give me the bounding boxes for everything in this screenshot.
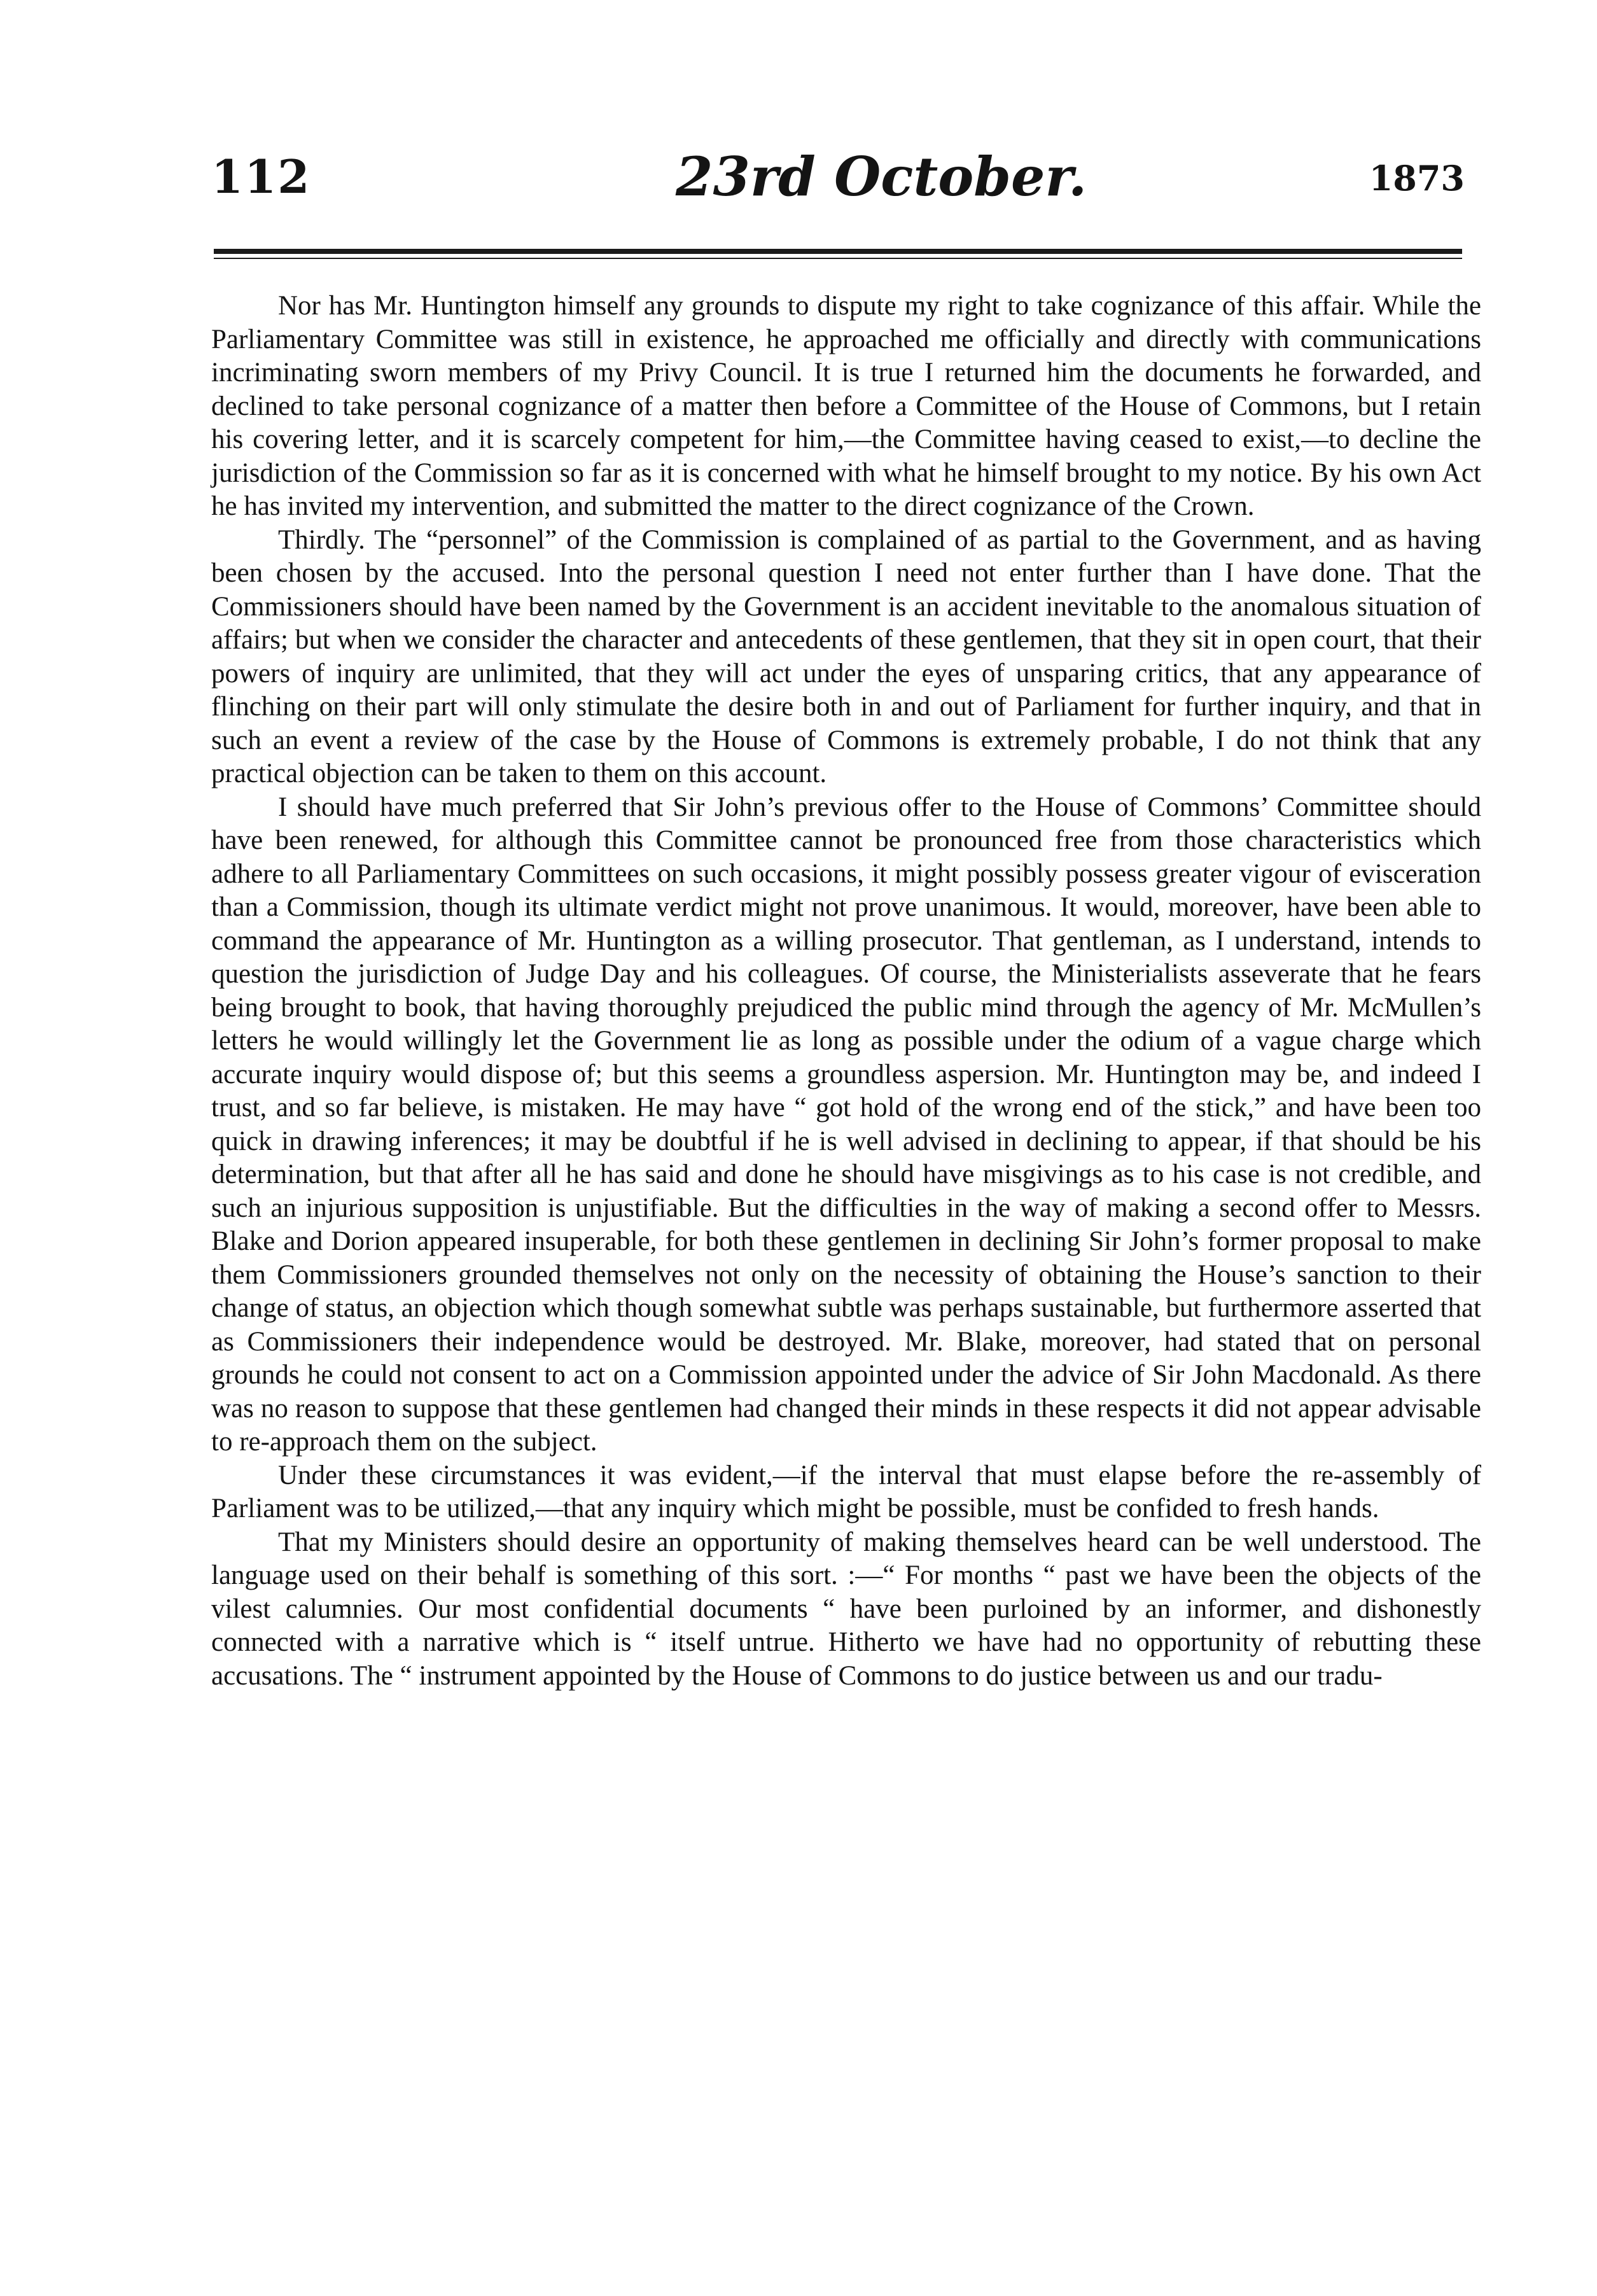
running-head-date: 23rd October. [676,145,1087,208]
running-head-year: 1873 [1369,158,1465,199]
paragraph: Thirdly. The “personnel” of the Commission is complained of as partial to the Government, and as having been chosen by the accused. Into the personal question I need not enter further than I have done. That the Commissioners should have been named by the Government is an accident inevitable to the anomalous situation of affairs; but when we consider the character and antecedents of these gentlemen, that they sit in open court, that their powers of inquiry are unlimited, that they will act under the eyes of unsparing critics, that any appearance of flinching on their part will only stimulate the desire both in and out of Parliament for further inquiry, and that in such an event a review of the case by the House of Commons is extremely probable, I do not think that any practical objection can be taken to them on this account. [211,524,1481,788]
page-header [211,145,1465,215]
page-number: 112 [211,150,311,204]
header-rule-thin [214,258,1462,259]
paragraph: That my Ministers should desire an opportunity of making themselves heard can be well understood. The language used on their behalf is something of this sort. :—“ For months “ past we have been the objects of the vilest calumnies. Our most confidential documents “ have been purloined by an informer, and dishonestly connected with a narrative which is “ itself untrue. Hitherto we have had no opportunity of rebutting these accusations. The “ instrument appointed by the House of Commons to do justice between us and our tradu- [211,1527,1481,1691]
paragraph: Nor has Mr. Huntington himself any grounds to dispute my right to take cognizance of this affair. While the Parliamentary Committee was still in existence, he approached me officially and directly with communications incriminating sworn members of my Privy Council. It is true I returned him the documents he forwarded, and declined to take personal cognizance of a matter then before a Committee of the House of Commons, but I retain his covering letter, and it is scarcely competent for him,—the Committee having ceased to exist,—to decline the jurisdiction of the Commission so far as it is concerned with what he himself brought to my notice. By his own Act he has invited my intervention, and submitted the matter to the direct cognizance of the Crown. [211,291,1481,521]
body-text [211,290,1481,1693]
paragraph: Under these circumstances it was evident,—if the interval that must elapse before the re-assembly of Parliament was to be utilized,—that any inquiry which might be possible, must be confided to fresh hands. [211,1460,1481,1523]
header-rule-thick [214,249,1462,254]
paragraph: I should have much preferred that Sir John’s previous offer to the House of Commons’ Committee should have been renewed, for although this Committee cannot be pronounced free from those characteristics which adhere to all Parliamentary Committees on such occasions, it might possibly possess greater vigour of evisceration than a Commission, though its ultimate verdict might not prove unanimous. It would, moreover, have been able to command the appearance of Mr. Huntington as a willing prosecutor. That gentleman, as I understand, intends to question the jurisdiction of Judge Day and his colleagues. Of course, the Ministerialists asseverate that he fears being brought to book, that having thoroughly prejudiced the public mind through the agency of Mr. McMullen’s letters he would willingly let the Government lie as long as possible under the odium of a vague charge which accurate inquiry would dispose of; but this seems a groundless aspersion. Mr. Huntington may be, and indeed I trust, and so far believe, is mistaken. He may have “ got hold of the wrong end of the stick,” and have been too quick in drawing inferences; it may be doubtful if he is well advised in declining to appear, if that should be his determination, but that after all he has said and done he should have misgivings as to his case is not credible, and such an injurious supposition is unjustifiable. But the difficulties in the way of making a second offer to Messrs. Blake and Dorion appeared insuperable, for both these gentlemen in declining Sir John’s former proposal to make them Commissioners grounded themselves not only on the necessity of obtaining the House’s sanction to their change of status, an objection which though somewhat subtle was perhaps sustainable, but furthermore asserted that as Commissioners their independence would be destroyed. Mr. Blake, moreover, had stated that on personal grounds he could not consent to act on a Commission appointed under the advice of Sir John Macdonald. As there was no reason to suppose that these gentlemen had changed their minds in these respects it did not appear advisable to re-approach them on the subject. [211,792,1481,1457]
header-rule [214,245,1462,264]
